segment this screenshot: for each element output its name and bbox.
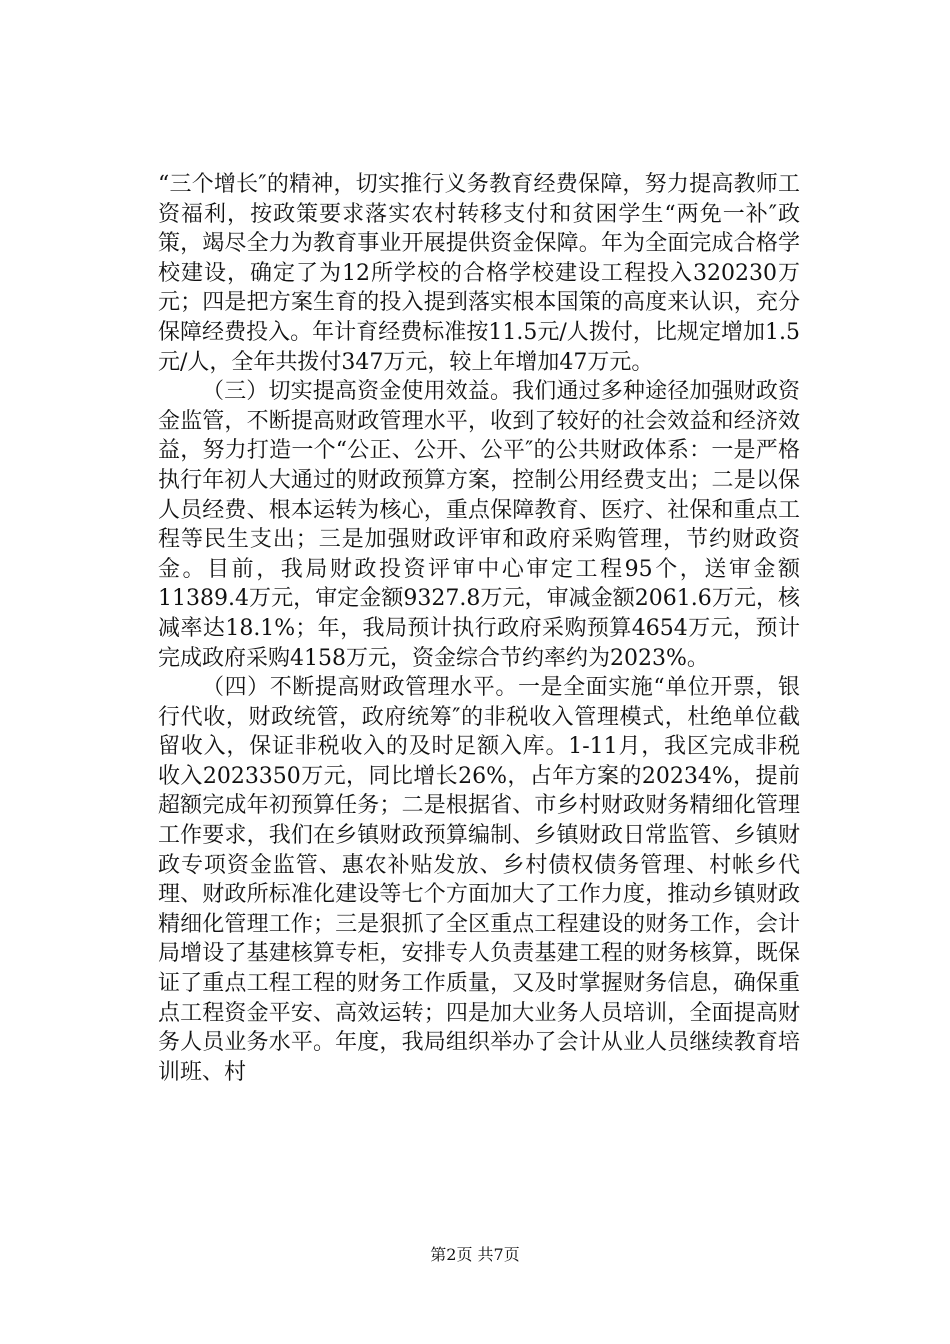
page-number-footer: 第2页 共7页 (430, 1245, 520, 1264)
document-body (158, 170, 800, 1087)
paragraph-continuation: “三个增长″的精神，切实推行义务教育经费保障，努力提高教师工资福利，按政策要求落实农村转移支付和贫困学生“两免一补″政策，竭尽全力为教育事业开展提供资金保障。年为全面完成合格学校建设，确定了为12所学校的合格学校建设工程投入320230万元；四是把方案生育的投入提到落实根本国策的高度来认识，充分保障经费投入。年计育经费标准按11.5元/人拨付，比规定增加1.5元/人，全年共拨付347万元，较上年增加47万元。 (158, 172, 800, 375)
paragraph-section-four: （四）不断提高财政管理水平。一是全面实施“单位开票，银行代收，财政统管，政府统筹″的非税收入管理模式，杜绝单位截留收入，保证非税收入的及时足额入库。1-11月，我区完成非税收入2023350万元，同比增长26%，占年方案的20234%，提前超额完成年初预算任务；二是根据省、市乡村财政财务精细化管理工作要求，我们在乡镇财政预算编制、乡镇财政日常监管、乡镇财政专项资金监管、惠农补贴发放、乡村债权债务管理、村帐乡代理、财政所标准化建设等七个方面加大了工作力度，推动乡镇财政精细化管理工作；三是狠抓了全区重点工程建设的财务工作，会计局增设了基建核算专柜，安排专人负责基建工程的财务核算，既保证了重点工程工程的财务工作质量，又及时掌握财务信息，确保重点工程资金平安、高效运转；四是加大业务人员培训，全面提高财务人员业务水平。年度，我局组织举办了会计从业人员继续教育培训班、村 (158, 675, 800, 1085)
paragraph-section-three: （三）切实提高资金使用效益。我们通过多种途径加强财政资金监管，不断提高财政管理水平，收到了较好的社会效益和经济效益，努力打造一个“公正、公开、公平″的公共财政体系：一是严格执行年初人大通过的财政预算方案，控制公用经费支出；二是以保人员经费、根本运转为核心，重点保障教育、医疗、社保和重点工程等民生支出；三是加强财政评审和政府采购管理，节约财政资金。目前，我局财政投资评审中心审定工程95个，送审金额11389.4万元，审定金额9327.8万元，审减金额2061.6万元，核减率达18.1%；年，我局预计执行政府采购预算4654万元，预计完成政府采购4158万元，资金综合节约率约为2023%。 (158, 379, 800, 671)
